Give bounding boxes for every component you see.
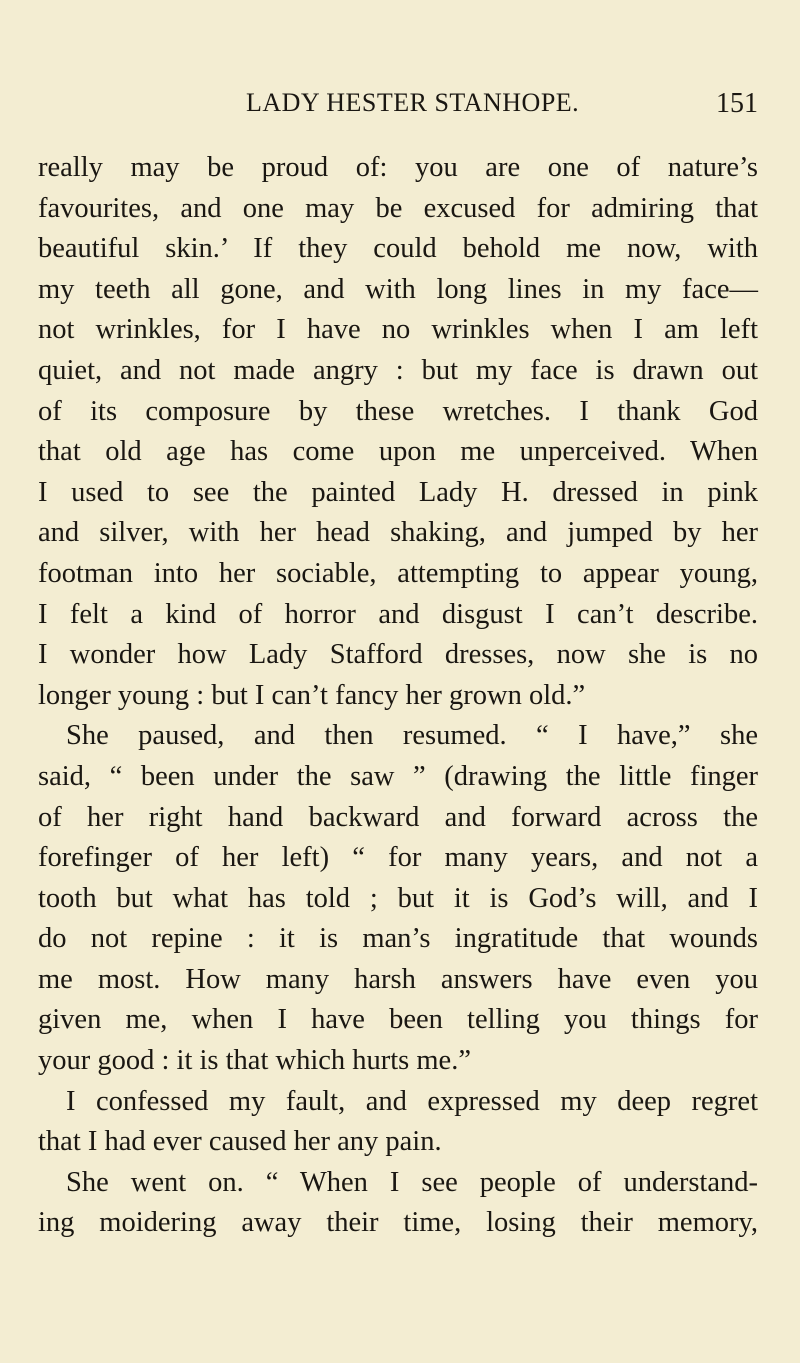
- text-line: of its composure by these wretches. I thank God: [38, 395, 758, 427]
- text-line: quiet, and not made angry : but my face is drawn out: [38, 354, 758, 386]
- text-line: really may be proud of: you are one of nature’s: [38, 152, 758, 183]
- text-line: that I had ever caused her any pain.: [38, 1126, 442, 1158]
- text-line: favourites, and one may be excused for admiring that: [38, 192, 758, 224]
- text-line: I wonder how Lady Stafford dresses, now she is no: [38, 639, 758, 671]
- text-line: footman into her sociable, attempting to appear young,: [38, 557, 758, 589]
- text-line: She went on. “ When I see people of understand-: [66, 1166, 758, 1198]
- text-line: forefinger of her left) “ for many years, and not a: [38, 842, 758, 874]
- page-number: 151: [716, 88, 758, 119]
- text-line: my teeth all gone, and with long lines in my face—: [38, 273, 758, 305]
- text-line: do not repine : it is man’s ingratitude that wounds: [38, 923, 758, 955]
- text-line: given me, when I have been telling you things for: [38, 1004, 758, 1036]
- text-line: me most. How many harsh answers have even you: [38, 963, 758, 995]
- text-line: longer young : but I can’t fancy her grown old.”: [38, 679, 586, 711]
- running-head: [38, 88, 758, 128]
- running-title: LADY HESTER STANHOPE.: [246, 88, 580, 117]
- text-line: I felt a kind of horror and disgust I can’t describe.: [38, 598, 758, 630]
- text-line: said, “ been under the saw ” (drawing the little finger: [38, 760, 758, 792]
- text-line: I used to see the painted Lady H. dressed in pink: [38, 476, 758, 508]
- text-line: beautiful skin.’ If they could behold me now, with: [38, 233, 758, 265]
- text-line: ing moidering away their time, losing their memory,: [38, 1207, 758, 1239]
- text-line: I confessed my fault, and expressed my deep regret: [66, 1085, 758, 1117]
- body-text: [38, 148, 758, 1244]
- text-line: not wrinkles, for I have no wrinkles when I am left: [38, 314, 758, 346]
- text-line: your good : it is that which hurts me.”: [38, 1045, 471, 1077]
- text-line: tooth but what has told ; but it is God’s will, and I: [38, 882, 758, 914]
- text-line: She paused, and then resumed. “ I have,” she: [66, 720, 758, 752]
- text-line: of her right hand backward and forward across the: [38, 801, 758, 833]
- text-line: and silver, with her head shaking, and jumped by her: [38, 517, 758, 549]
- text-line: that old age has come upon me unperceived. When: [38, 436, 758, 468]
